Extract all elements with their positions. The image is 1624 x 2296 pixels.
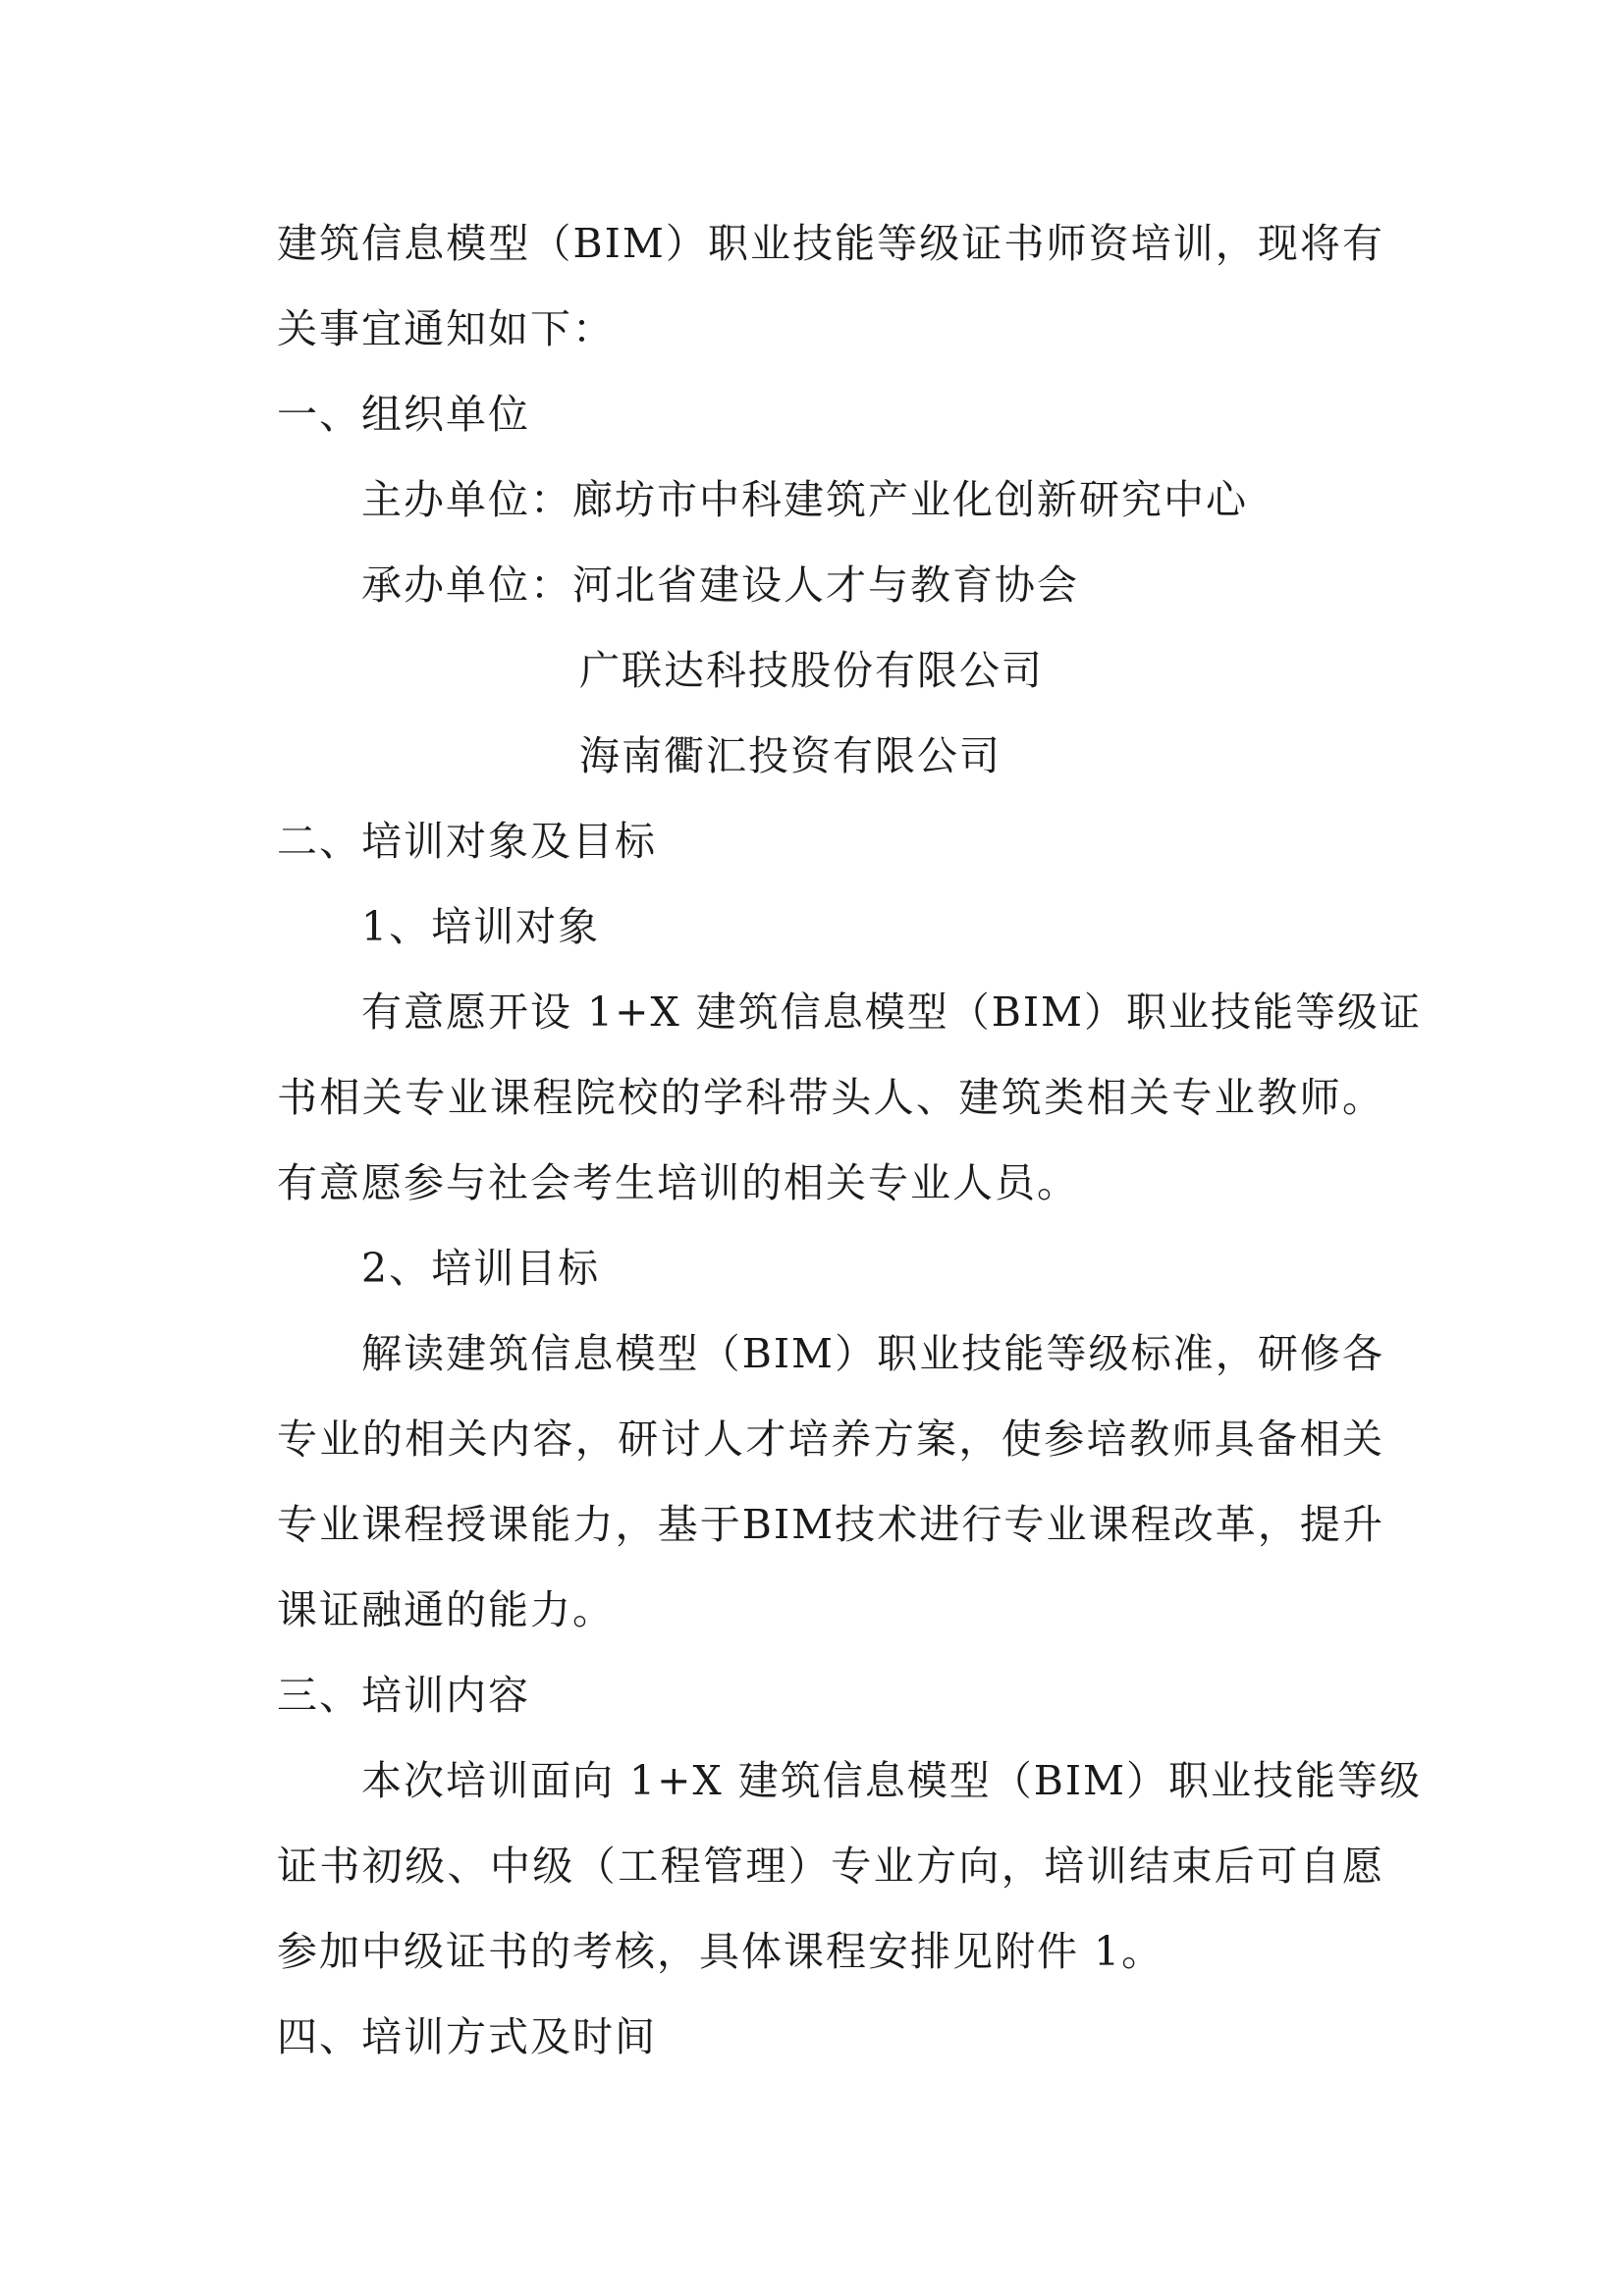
paragraph-line: 解读建筑信息模型（BIM）职业技能等级标准，研修各 <box>361 1330 1384 1377</box>
paragraph-line: 有意愿开设 1+X 建筑信息模型（BIM）职业技能等级证 <box>361 988 1422 1036</box>
section-heading: 三、培训内容 <box>277 1672 530 1719</box>
paragraph-line: 书相关专业课程院校的学科带头人、建筑类相关专业教师。 <box>277 1074 1384 1121</box>
organizer-line: 海南衢汇投资有限公司 <box>579 732 1001 779</box>
paragraph-line: 本次培训面向 1+X 建筑信息模型（BIM）职业技能等级 <box>361 1757 1422 1804</box>
paragraph-line: 证书初级、中级（工程管理）专业方向，培训结束后可自愿 <box>277 1842 1384 1890</box>
paragraph-line: 专业课程授课能力，基于BIM技术进行专业课程改革，提升 <box>277 1501 1384 1548</box>
paragraph-line: 关事宜通知如下： <box>277 305 615 352</box>
organizer-line: 广联达科技股份有限公司 <box>579 647 1044 694</box>
section-heading: 四、培训方式及时间 <box>277 2013 657 2060</box>
section-heading: 一、组织单位 <box>277 391 530 438</box>
subsection-heading: 1、培训对象 <box>361 903 601 950</box>
organizer-line: 主办单位：廊坊市中科建筑产业化创新研究中心 <box>361 476 1248 523</box>
section-heading: 二、培训对象及目标 <box>277 818 657 865</box>
paragraph-line: 参加中级证书的考核，具体课程安排见附件 1。 <box>277 1928 1164 1975</box>
subsection-heading: 2、培训目标 <box>361 1245 601 1292</box>
organizer-line: 承办单位：河北省建设人才与教育协会 <box>361 561 1079 609</box>
paragraph-line: 建筑信息模型（BIM）职业技能等级证书师资培训，现将有 <box>277 220 1384 267</box>
paragraph-line: 有意愿参与社会考生培训的相关专业人员。 <box>277 1159 1079 1206</box>
paragraph-line: 专业的相关内容，研讨人才培养方案，使参培教师具备相关 <box>277 1415 1384 1463</box>
paragraph-line: 课证融通的能力。 <box>277 1586 615 1633</box>
